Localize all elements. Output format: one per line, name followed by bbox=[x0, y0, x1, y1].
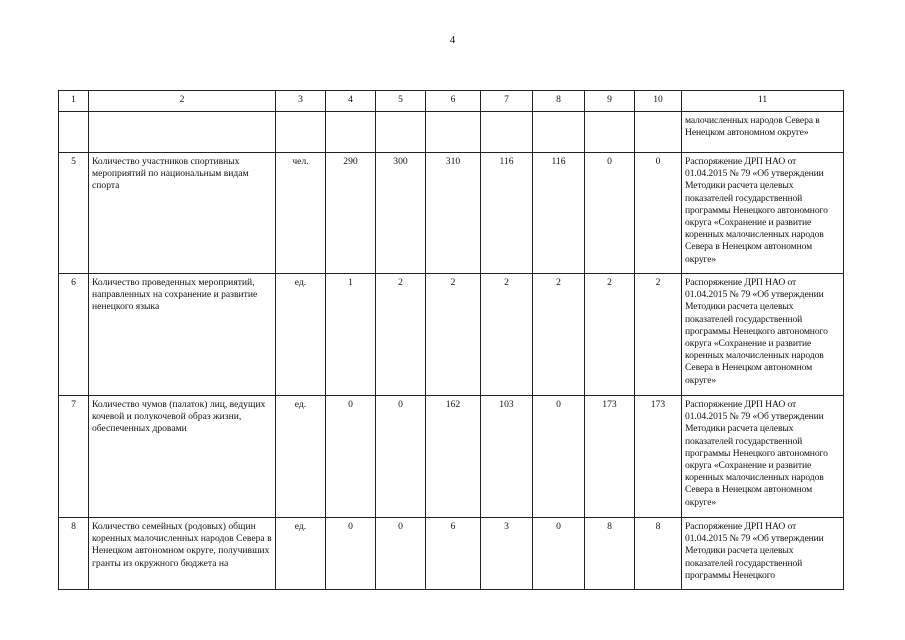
value-cell bbox=[426, 112, 481, 153]
indicator-name: Количество участников спортивных мероприятий по национальным видам спорта bbox=[89, 153, 276, 274]
column-header: 4 bbox=[326, 91, 376, 112]
value-cell bbox=[635, 112, 682, 153]
indicators-table bbox=[58, 90, 844, 590]
table-row bbox=[59, 153, 844, 274]
value-cell bbox=[481, 112, 533, 153]
table-row bbox=[59, 396, 844, 518]
value-cell: 0 bbox=[533, 396, 585, 518]
column-header: 1 bbox=[59, 91, 89, 112]
value-cell: 300 bbox=[376, 153, 426, 274]
value-cell: 2 bbox=[376, 274, 426, 396]
table-row-continuation bbox=[59, 112, 844, 153]
column-header: 3 bbox=[276, 91, 326, 112]
value-cell bbox=[376, 112, 426, 153]
value-cell bbox=[533, 112, 585, 153]
value-cell: 116 bbox=[533, 153, 585, 274]
row-number: 8 bbox=[59, 518, 89, 590]
value-cell: 0 bbox=[635, 153, 682, 274]
column-header: 7 bbox=[481, 91, 533, 112]
basis-text: Распоряжение ДРП НАО от 01.04.2015 № 79 «Об утверждении Методики расчета целевых показателей государственной программы Ненецкого автономного округа «Сохранение и развитие коренных малочисленных народов Севера в Ненецком автономном округе» bbox=[682, 153, 844, 274]
column-header: 5 bbox=[376, 91, 426, 112]
table-header-row bbox=[59, 91, 844, 112]
value-cell: 162 bbox=[426, 396, 481, 518]
page-number: 4 bbox=[449, 34, 456, 46]
unit bbox=[276, 112, 326, 153]
column-header: 6 bbox=[426, 91, 481, 112]
column-header: 11 bbox=[682, 91, 844, 112]
column-header: 9 bbox=[585, 91, 635, 112]
value-cell: 2 bbox=[635, 274, 682, 396]
value-cell: 8 bbox=[585, 518, 635, 590]
column-header: 2 bbox=[89, 91, 276, 112]
basis-text: Распоряжение ДРП НАО от 01.04.2015 № 79 «Об утверждении Методики расчета целевых показателей государственной программы Ненецкого автономного округа «Сохранение и развитие коренных малочисленных народов Севера в Ненецком автономном округе» bbox=[682, 396, 844, 518]
unit: ед. bbox=[276, 518, 326, 590]
value-cell: 310 bbox=[426, 153, 481, 274]
basis-text: Распоряжение ДРП НАО от 01.04.2015 № 79 «Об утверждении Методики расчета целевых показателей государственной программы Ненецкого автономного округа «Сохранение и развитие коренных малочисленных народов Севера в Ненецком автономном округе» bbox=[682, 274, 844, 396]
column-header: 10 bbox=[635, 91, 682, 112]
value-cell: 0 bbox=[585, 153, 635, 274]
value-cell: 2 bbox=[481, 274, 533, 396]
value-cell: 2 bbox=[533, 274, 585, 396]
unit: ед. bbox=[276, 396, 326, 518]
row-number: 7 bbox=[59, 396, 89, 518]
table-row bbox=[59, 274, 844, 396]
value-cell: 2 bbox=[585, 274, 635, 396]
indicator-name bbox=[89, 112, 276, 153]
value-cell: 173 bbox=[585, 396, 635, 518]
value-cell: 3 bbox=[481, 518, 533, 590]
value-cell: 0 bbox=[326, 518, 376, 590]
table-row bbox=[59, 518, 844, 590]
basis-text: Распоряжение ДРП НАО от 01.04.2015 № 79 «Об утверждении Методики расчета целевых показателей государственной программы Ненецкого bbox=[682, 518, 844, 590]
indicator-name: Количество семейных (родовых) общин коренных малочисленных народов Севера в Ненецком автономном округе, получивших гранты из окружного бюджета на bbox=[89, 518, 276, 590]
value-cell: 173 bbox=[635, 396, 682, 518]
value-cell: 6 bbox=[426, 518, 481, 590]
value-cell: 0 bbox=[376, 518, 426, 590]
value-cell: 2 bbox=[426, 274, 481, 396]
value-cell: 0 bbox=[533, 518, 585, 590]
value-cell: 116 bbox=[481, 153, 533, 274]
row-number: 6 bbox=[59, 274, 89, 396]
value-cell bbox=[326, 112, 376, 153]
column-header: 8 bbox=[533, 91, 585, 112]
row-number bbox=[59, 112, 89, 153]
basis-text: малочисленных народов Севера в Ненецком автономном округе» bbox=[682, 112, 844, 153]
value-cell: 8 bbox=[635, 518, 682, 590]
value-cell: 0 bbox=[376, 396, 426, 518]
value-cell: 0 bbox=[326, 396, 376, 518]
value-cell: 103 bbox=[481, 396, 533, 518]
value-cell bbox=[585, 112, 635, 153]
value-cell: 1 bbox=[326, 274, 376, 396]
row-number: 5 bbox=[59, 153, 89, 274]
unit: чел. bbox=[276, 153, 326, 274]
unit: ед. bbox=[276, 274, 326, 396]
indicator-name: Количество чумов (палаток) лиц, ведущих кочевой и полукочевой образ жизни, обеспеченных дровами bbox=[89, 396, 276, 518]
indicator-name: Количество проведенных мероприятий, направленных на сохранение и развитие ненецкого языка bbox=[89, 274, 276, 396]
value-cell: 290 bbox=[326, 153, 376, 274]
